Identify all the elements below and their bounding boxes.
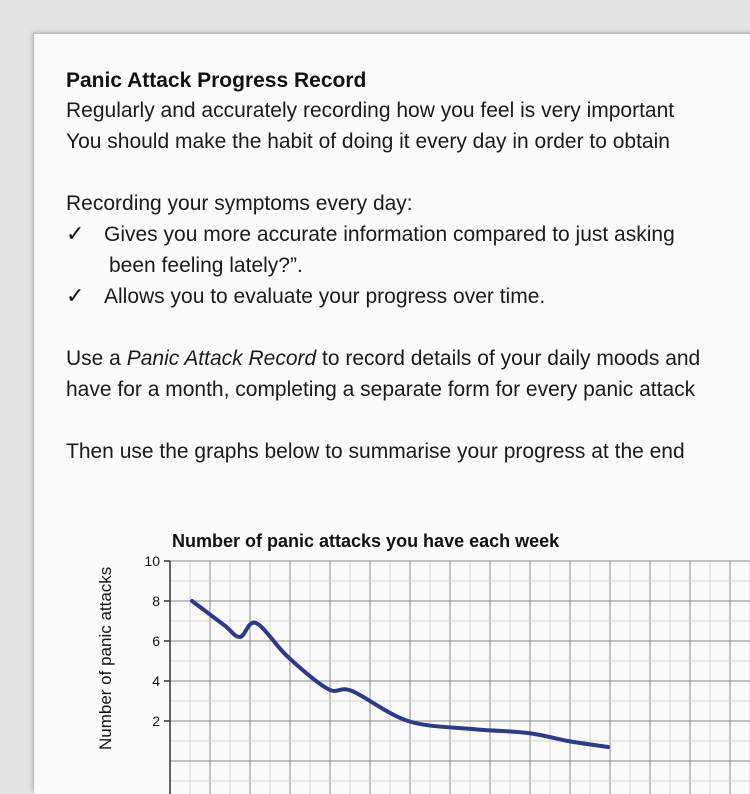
chart-grid [170, 561, 750, 794]
document-page [34, 34, 750, 794]
bullet-1-line-2: been feeling lately?”. [109, 254, 303, 277]
list-intro: Recording your symptoms every day: [66, 192, 413, 215]
check-icon: ✓ [66, 283, 85, 308]
bullet-2-line-1: Allows you to evaluate your progress over time. [104, 285, 546, 308]
check-icon: ✓ [66, 221, 85, 246]
y-tick-label: 8 [152, 593, 160, 609]
y-tick-label: 4 [152, 673, 160, 689]
y-ticks [144, 553, 170, 729]
use-para-emphasis: Panic Attack Record [126, 347, 317, 370]
intro-line-2: You should make the habit of doing it every day in order to obtain [66, 130, 670, 153]
chart-title: Number of panic attacks you have each week [172, 531, 560, 551]
y-tick-label: 2 [152, 713, 160, 729]
use-para-line-2: have for a month, completing a separate form for every panic attack [66, 378, 696, 401]
use-para-prefix: Use a [66, 347, 127, 370]
use-para-suffix: to record details of your daily moods and [316, 347, 701, 370]
panic-attack-chart [34, 34, 750, 794]
y-axis-label: Number of panic attacks [96, 566, 115, 750]
then-line: Then use the graphs below to summarise your progress at the end [66, 440, 685, 463]
series-line [192, 601, 608, 747]
page-title: Panic Attack Progress Record [66, 69, 367, 92]
intro-line-1: Regularly and accurately recording how you feel is very important [66, 99, 675, 122]
y-tick-label: 10 [144, 553, 160, 569]
y-tick-label: 6 [152, 633, 160, 649]
bullet-1-line-1: Gives you more accurate information compared to just asking [104, 223, 675, 246]
